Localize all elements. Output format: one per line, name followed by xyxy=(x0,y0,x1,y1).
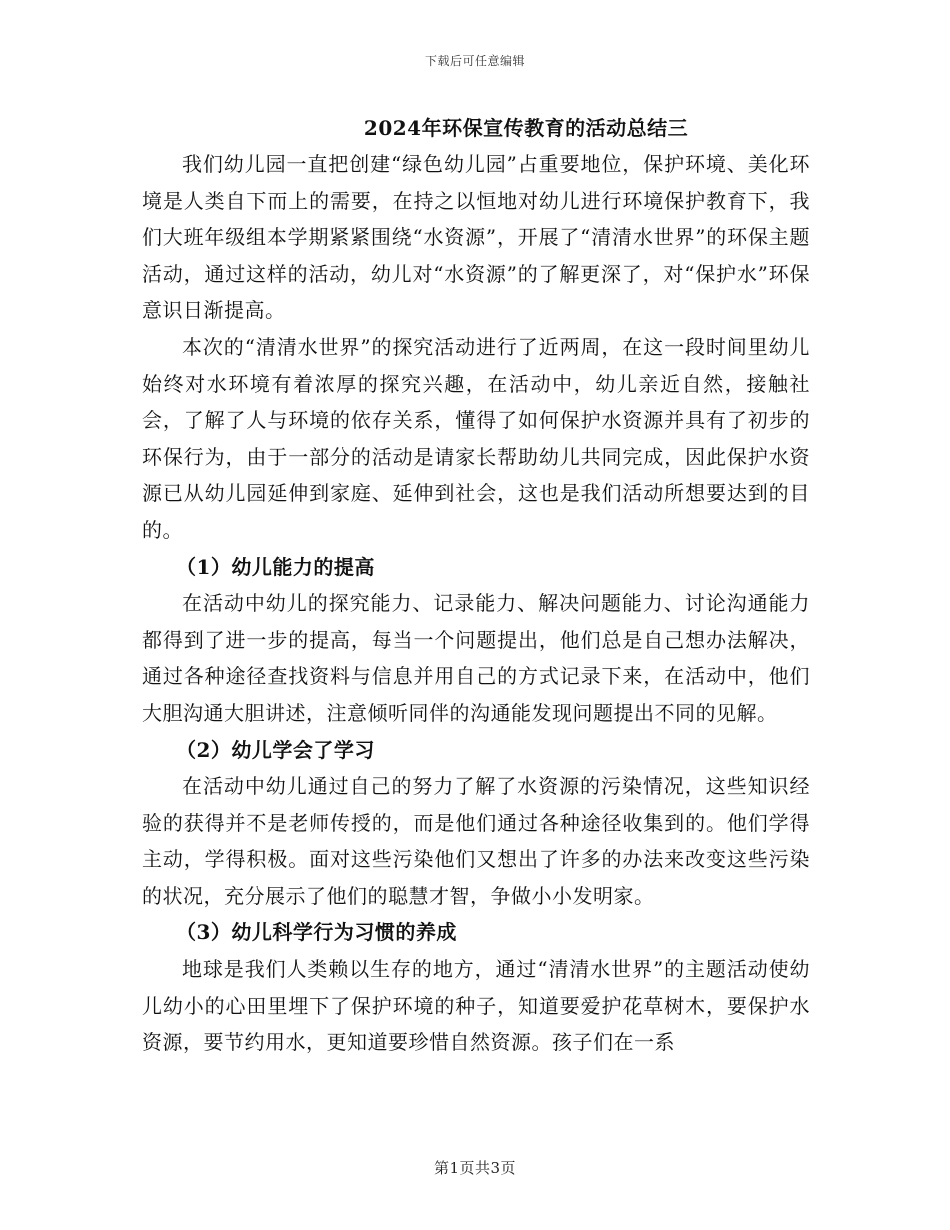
section-body-2: 在活动中幼儿通过自己的努力了解了水资源的污染情况，这些知识经验的获得并不是老师传授的，而是他们通过各种途径收集到的。他们学得主动，学得积极。面对这些污染他们又想出了许多的办法来改变这些污染的状况，充分展示了他们的聪慧才智，争做小小发明家。 xyxy=(142,774,810,908)
intro-paragraph-1: 我们幼儿园一直把创建“绿色幼儿园”占重要地位，保护环境、美化环境是人类自下而上的需要，在持之以恒地对幼儿进行环境保护教育下，我们大班年级组本学期紧紧围绕“水资源”，开展了“清清水世界”的环保主题活动，通过这样的活动，幼儿对“水资源”的了解更深了，对“保护水”环保意识日渐提高。 xyxy=(142,152,810,323)
intro-paragraph-2: 本次的“清清水世界”的探究活动进行了近两周，在这一段时间里幼儿始终对水环境有着浓厚的探究兴趣，在活动中，幼儿亲近自然，接触社会，了解了人与环境的依存关系，懂得了如何保护水资源并具有了初步的环保行为，由于一部分的活动是请家长帮助幼儿共同完成，因此保护水资源已从幼儿园延伸到家庭、延伸到社会，这也是我们活动所想要达到的目的。 xyxy=(142,334,810,542)
header-note: 下载后可任意编辑 xyxy=(424,54,525,68)
section-heading-1: （1）幼儿能力的提高 xyxy=(176,554,375,579)
document-title: 2024年环保宣传教育的活动总结三 xyxy=(363,116,689,140)
page-indicator: 第1页共3页 xyxy=(433,1159,517,1177)
section-heading-2: （2）幼儿学会了学习 xyxy=(176,737,375,762)
section-heading-3: （3）幼儿科学行为习惯的养成 xyxy=(176,920,457,945)
section-body-1: 在活动中幼儿的探究能力、记录能力、解决问题能力、讨论沟通能力都得到了进一步的提高，每当一个问题提出，他们总是自己想办法解决，通过各种途径查找资料与信息并用自己的方式记录下来，在活动中，他们大胆沟通大胆讲述，注意倾听同伴的沟通能发现问题提出不同的见解。 xyxy=(142,591,810,725)
document-content xyxy=(142,114,810,1061)
section-body-3: 地球是我们人类赖以生存的地方，通过“清清水世界”的主题活动使幼儿幼小的心田里埋下了保护环境的种子，知道要爱护花草树木，要保护水资源，要节约用水，更知道要珍惜自然资源。孩子们在一系 xyxy=(142,957,810,1055)
